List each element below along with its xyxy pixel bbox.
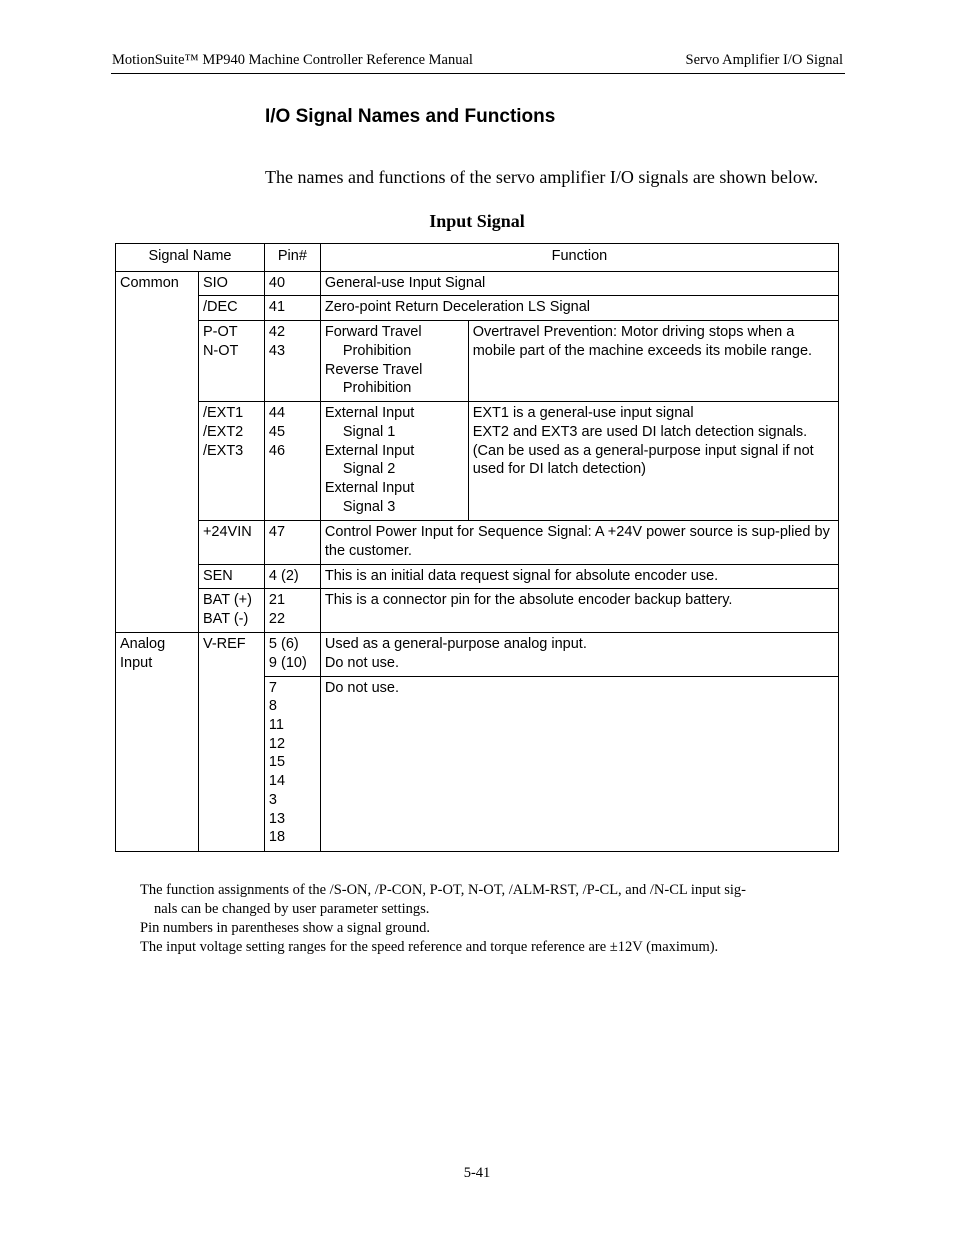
page-number: 5-41 <box>463 1165 491 1181</box>
table-row <box>116 296 839 321</box>
table-row <box>116 271 839 296</box>
signal-name: /EXT1 <box>202 405 244 422</box>
table-header-row <box>116 244 839 272</box>
signal-name: BAT (+) <box>202 592 252 609</box>
pin-number: 7 <box>268 679 277 696</box>
function-text: General-use Input Signal <box>320 271 838 296</box>
function-name: External Input <box>324 442 415 459</box>
group-analog-label: Input <box>120 654 153 671</box>
pin-number: 40 <box>264 271 320 296</box>
note-line: The function assignments of the /S-ON, /P-CON, P-OT, N-OT, /ALM-RST, /P-CL, and /N-CL input sig- <box>140 882 746 898</box>
function-text: Used as a general-purpose analog input. <box>324 636 587 653</box>
pin-number: 18 <box>268 829 286 846</box>
intro-paragraph: The names and functions of the servo amplifier I/O signals are shown below. <box>265 167 819 187</box>
pin-number: 4 (2) <box>264 564 320 589</box>
signal-name: SIO <box>198 271 264 296</box>
pin-number: 22 <box>268 610 286 627</box>
function-name-cell <box>320 321 468 402</box>
table-row <box>116 589 839 633</box>
function-name: Signal 2 <box>342 461 396 478</box>
function-description-cell <box>468 402 838 521</box>
header-pin: Pin# <box>264 244 320 272</box>
pin-number: 47 <box>264 521 320 564</box>
signal-name: SEN <box>198 564 264 589</box>
header-section-name: Servo Amplifier I/O Signal <box>685 52 843 68</box>
signal-name: /EXT3 <box>202 442 244 459</box>
input-signal-table <box>115 243 839 852</box>
function-text: This is an initial data request signal for absolute encoder use. <box>320 564 838 589</box>
signal-name: /EXT2 <box>202 423 244 440</box>
pin-number: 44 <box>268 405 286 422</box>
signal-name: V-REF <box>198 633 264 851</box>
function-name: Reverse Travel <box>324 361 423 378</box>
pin-cell <box>264 633 320 676</box>
header-function: Function <box>320 244 838 272</box>
pin-cell <box>264 402 320 521</box>
pin-number: 45 <box>268 423 286 440</box>
pin-number: 43 <box>268 342 286 359</box>
function-name: Forward Travel <box>324 324 422 341</box>
signal-name: /DEC <box>198 296 264 321</box>
table-row <box>116 521 839 564</box>
table-row <box>116 564 839 589</box>
function-text: Control Power Input for Sequence Signal: A +24V power source is sup-plied by the customer. <box>320 521 838 564</box>
page-header <box>111 52 845 74</box>
function-name: Prohibition <box>342 342 412 359</box>
function-text: Do not use. <box>320 676 838 851</box>
table-row <box>116 633 839 676</box>
table-row <box>116 321 839 402</box>
pin-number: 15 <box>268 754 286 771</box>
pin-number: 42 <box>268 324 286 341</box>
signal-name-cell <box>198 589 264 633</box>
note-line: Pin numbers in parentheses show a signal ground. <box>140 920 430 936</box>
signal-name: P-OT <box>202 324 238 341</box>
section-title: I/O Signal Names and Functions <box>265 106 556 127</box>
function-name: Signal 1 <box>342 423 396 440</box>
pin-number: 8 <box>268 698 277 715</box>
function-name: Signal 3 <box>342 498 396 515</box>
group-common: Common <box>116 271 199 633</box>
function-name: Prohibition <box>342 380 412 397</box>
pin-number: 46 <box>268 442 286 459</box>
group-analog-label: Analog <box>120 636 166 653</box>
signal-name-cell <box>198 321 264 402</box>
pin-number: 21 <box>268 592 286 609</box>
pin-cell <box>264 589 320 633</box>
note-line: The input voltage setting ranges for the speed reference and torque reference are ±12V (maximum). <box>140 939 719 955</box>
function-description: Overtravel Prevention: Motor driving stops when a mobile part of the machine exceeds its mobile range. <box>468 321 838 402</box>
function-text: Zero-point Return Deceleration LS Signal <box>320 296 838 321</box>
pin-number: 41 <box>264 296 320 321</box>
function-name-cell <box>320 402 468 521</box>
signal-name: N-OT <box>202 342 239 359</box>
signal-name: BAT (-) <box>202 610 249 627</box>
note-line: nals can be changed by user parameter settings. <box>154 901 430 917</box>
function-name: External Input <box>324 405 415 422</box>
header-signal-name: Signal Name <box>116 244 265 272</box>
pin-number: 9 (10) <box>268 654 307 671</box>
pin-number: 13 <box>268 810 286 827</box>
pin-cell <box>264 321 320 402</box>
function-name: External Input <box>324 479 415 496</box>
pin-number: 14 <box>268 773 286 790</box>
signal-name-cell <box>198 402 264 521</box>
pin-number: 11 <box>268 717 284 734</box>
function-text: This is a connector pin for the absolute encoder backup battery. <box>320 589 838 633</box>
function-description: EXT1 is a general-use input signal <box>472 405 694 422</box>
pin-number: 12 <box>268 735 286 752</box>
signal-name: +24VIN <box>198 521 264 564</box>
function-description: EXT2 and EXT3 are used DI latch detection signals. (Can be used as a general-purpose input signal if not used for DI latch detection) <box>472 423 814 478</box>
table-row <box>116 402 839 521</box>
pin-cell <box>264 676 320 851</box>
header-manual-title: MotionSuite™ MP940 Machine Controller Reference Manual <box>112 52 473 68</box>
pin-number: 3 <box>268 791 277 808</box>
group-analog-input-cell <box>116 633 199 851</box>
function-text: Do not use. <box>324 654 400 671</box>
function-text-cell <box>320 633 838 676</box>
notes-block <box>140 881 830 957</box>
table-title: Input Signal <box>429 211 525 231</box>
pin-number: 5 (6) <box>268 636 299 653</box>
